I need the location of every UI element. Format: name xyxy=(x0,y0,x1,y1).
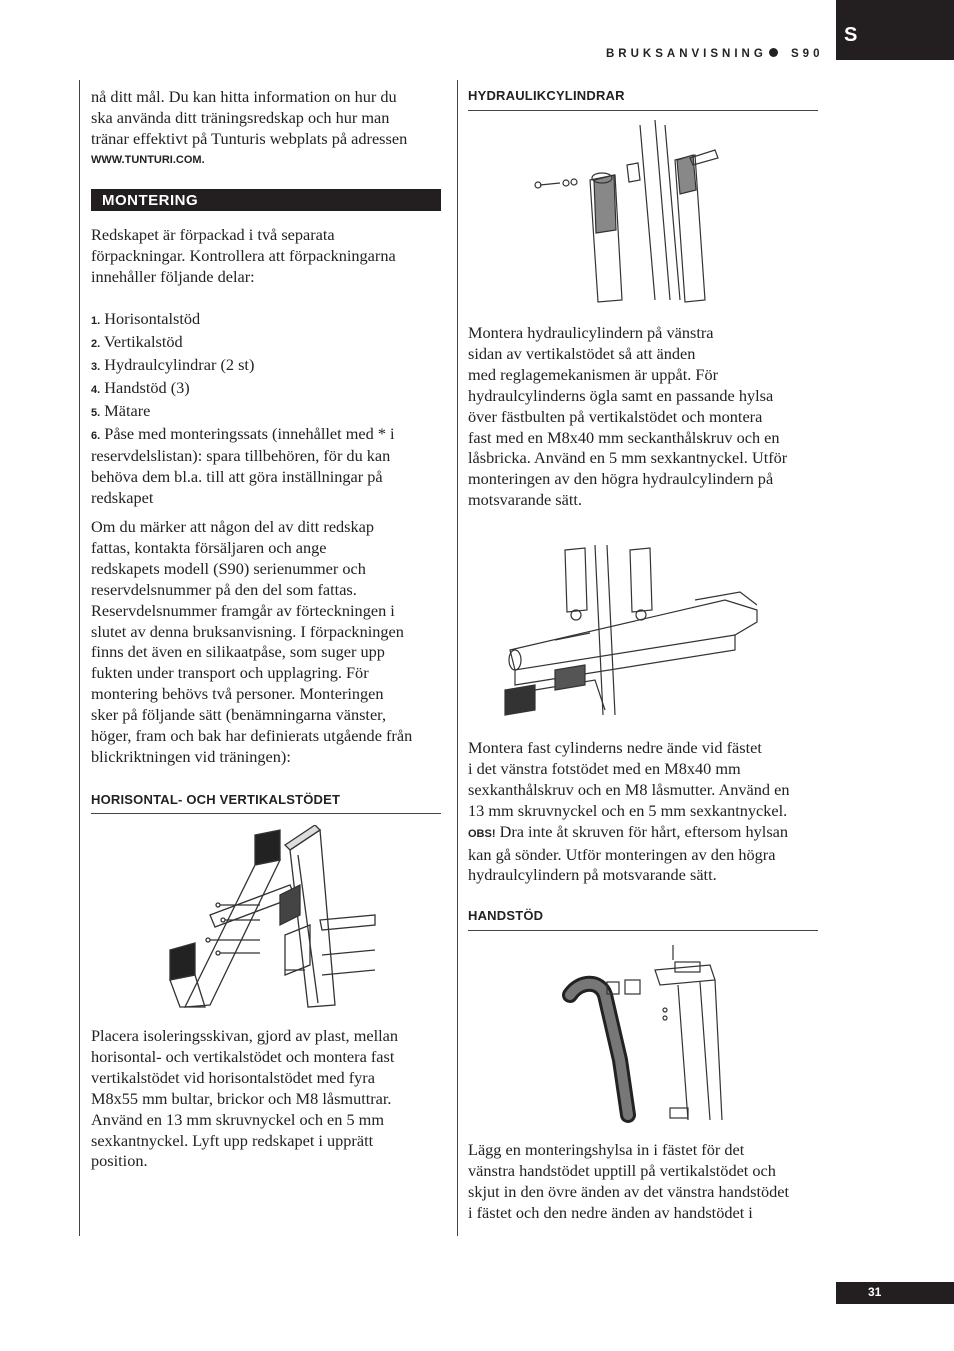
paragraph-line: finns det även en silikaatpåse, som suger upp xyxy=(91,642,385,662)
paragraph-line: 13 mm skruvnyckel och en 5 mm sexkantnyckel. xyxy=(468,800,788,820)
column-divider xyxy=(457,80,458,1236)
hydraulic-top-figure xyxy=(530,120,730,305)
subsection-title-horisontal: HORISONTAL- OCH VERTIKALSTÖDET xyxy=(91,792,341,807)
paragraph-line: sexkantnyckel. Lyft upp redskapet i upprätt xyxy=(91,1130,374,1150)
paragraph-line: i det vänstra fotstödet med en M8x40 mm xyxy=(468,758,741,778)
paragraph-line: sidan av vertikalstödet så att änden xyxy=(468,343,696,363)
paragraph-line: i fästet och den nedre änden av handstödet i xyxy=(468,1202,753,1222)
intro-line: ska använda ditt träningsredskap och hur man xyxy=(91,107,390,127)
paragraph-line: redskapets modell (S90) serienummer och xyxy=(91,558,366,578)
paragraph-line: fast med en M8x40 mm seckanthålskruv och en xyxy=(468,427,780,447)
paragraph-line: blickriktningen vid träningen): xyxy=(91,746,291,766)
paragraph-line: horisontal- och vertikalstödet och montera fast xyxy=(91,1046,395,1066)
running-header xyxy=(606,48,823,60)
subsection-title-hydraulik: HYDRAULIKCYLINDRAR xyxy=(468,88,625,103)
list-item: 3. Hydraulcylindrar (2 st) xyxy=(91,354,255,374)
language-tab-letter: S xyxy=(844,24,858,46)
paragraph-line: Placera isoleringsskivan, gjord av plast, mellan xyxy=(91,1026,399,1045)
subsection-title-handstod: HANDSTÖD xyxy=(468,908,544,923)
paragraph-line: slutet av denna bruksanvisning. I förpackningen xyxy=(91,621,404,641)
list-item: 5. Mätare xyxy=(91,400,151,420)
list-item-cont: reservdelslistan): spara tillbehören, för du kan xyxy=(91,446,391,466)
paragraph-line: hydraulcylinderns ögla samt en passande hylsa xyxy=(468,385,774,405)
bullet-dot-icon xyxy=(769,48,778,57)
intro-line: nå ditt mål. Du kan hitta information on hur du xyxy=(91,87,397,106)
intro-paragraph xyxy=(91,87,451,170)
left-margin-rule xyxy=(79,80,80,1236)
paragraph-line: hydraulcylindern på motsvarande sätt. xyxy=(468,865,717,885)
section-bar-montering xyxy=(91,189,441,211)
list-item: 1. Horisontalstöd xyxy=(91,309,201,328)
language-tab xyxy=(836,0,954,60)
page-number: 31 xyxy=(868,1285,882,1299)
damage-paragraph xyxy=(91,517,451,768)
list-item: 4. Handstöd (3) xyxy=(91,377,190,397)
paragraph-line: Om du märker att någon del av ditt redskap xyxy=(91,517,375,536)
hydraulic-lower-figure xyxy=(495,540,765,720)
lower-mount-paragraph xyxy=(468,738,828,886)
paragraph-line: M8x55 mm bultar, brickor och M8 låsmuttrar. xyxy=(91,1088,392,1108)
paragraph-line: reservdelsnummer på den del som fattas. xyxy=(91,579,357,599)
handle-figure xyxy=(560,940,735,1125)
running-title: BRUKSANVISNING xyxy=(606,48,767,60)
paragraph-line: låsbricka. Använd en 5 mm sexkantnyckel. Utför xyxy=(468,448,788,468)
section-title: MONTERING xyxy=(102,192,199,209)
paragraph-line: montering behövs två personer. Monteringen xyxy=(91,684,384,704)
list-item: 2. Vertikalstöd xyxy=(91,331,183,351)
handle-paragraph xyxy=(468,1140,828,1224)
subsection-rule xyxy=(468,110,818,111)
obs-label: OBS! xyxy=(468,827,496,840)
tunturi-url: WWW.TUNTURI.COM. xyxy=(91,153,205,166)
paragraph-line: fukten under transport och upplagring. För xyxy=(91,663,369,683)
subsection-rule xyxy=(468,930,818,931)
frame-assembly-paragraph xyxy=(91,1026,451,1172)
list-item-cont: redskapet xyxy=(91,488,154,508)
hydraulic-paragraph xyxy=(468,323,828,511)
paragraph-line: höger, fram och bak har definierats utgående från xyxy=(91,726,413,746)
list-item: 6. Påse med monteringssats (innehållet med * i xyxy=(91,423,395,443)
intro-line: tränar effektivt på Tunturis webplats på adressen xyxy=(91,128,408,148)
package-line: Redskapet är förpackad i två separata xyxy=(91,225,335,244)
paragraph-line: sexkanthålskruv och en M8 låsmutter. Använd en xyxy=(468,779,790,799)
package-line: innehåller följande delar: xyxy=(91,266,255,286)
paragraph-line: vänstra handstödet upptill på vertikalstödet och xyxy=(468,1160,776,1180)
frame-assembly-figure xyxy=(150,825,380,1010)
running-model: S90 xyxy=(791,48,824,60)
paragraph-line: över fästbulten på vertikalstödet och montera xyxy=(468,406,763,426)
paragraph-line: Montera hydraulicylindern på vänstra xyxy=(468,323,714,342)
paragraph-line: Lägg en monteringshylsa in i fästet för det xyxy=(468,1140,745,1159)
paragraph-line: position. xyxy=(91,1151,148,1171)
paragraph-line: motsvarande sätt. xyxy=(468,490,582,510)
obs-line: OBS! Dra inte åt skruven för hårt, eftersom hylsan xyxy=(468,821,789,841)
paragraph-line: monteringen av den högra hydraulcylindern på xyxy=(468,469,774,489)
paragraph-line: Reservdelsnummer framgår av förteckningen i xyxy=(91,600,395,620)
paragraph-line: Montera fast cylinderns nedre ände vid fästet xyxy=(468,738,762,757)
paragraph-line: kan gå sönder. Utför monteringen av den högra xyxy=(468,844,776,864)
package-line: förpackningar. Kontrollera att förpackningarna xyxy=(91,245,396,265)
list-item-cont: behöva dem bl.a. till att göra inställningar på xyxy=(91,467,383,487)
subsection-rule xyxy=(91,813,441,814)
paragraph-line: fattas, kontakta försäljaren och ange xyxy=(91,537,327,557)
paragraph-line: med reglagemekanismen är uppåt. För xyxy=(468,364,719,384)
paragraph-line: Använd en 13 mm skruvnyckel och en 5 mm xyxy=(91,1109,385,1129)
paragraph-line: vertikalstödet vid horisontalstödet med fyra xyxy=(91,1067,375,1087)
paragraph-line: skjut in den övre änden av det vänstra handstödet xyxy=(468,1181,790,1201)
parts-list xyxy=(91,309,451,509)
package-paragraph xyxy=(91,225,451,288)
page-number-box xyxy=(836,1282,954,1304)
paragraph-line: sker på följande sätt (benämningarna vänster, xyxy=(91,705,387,725)
